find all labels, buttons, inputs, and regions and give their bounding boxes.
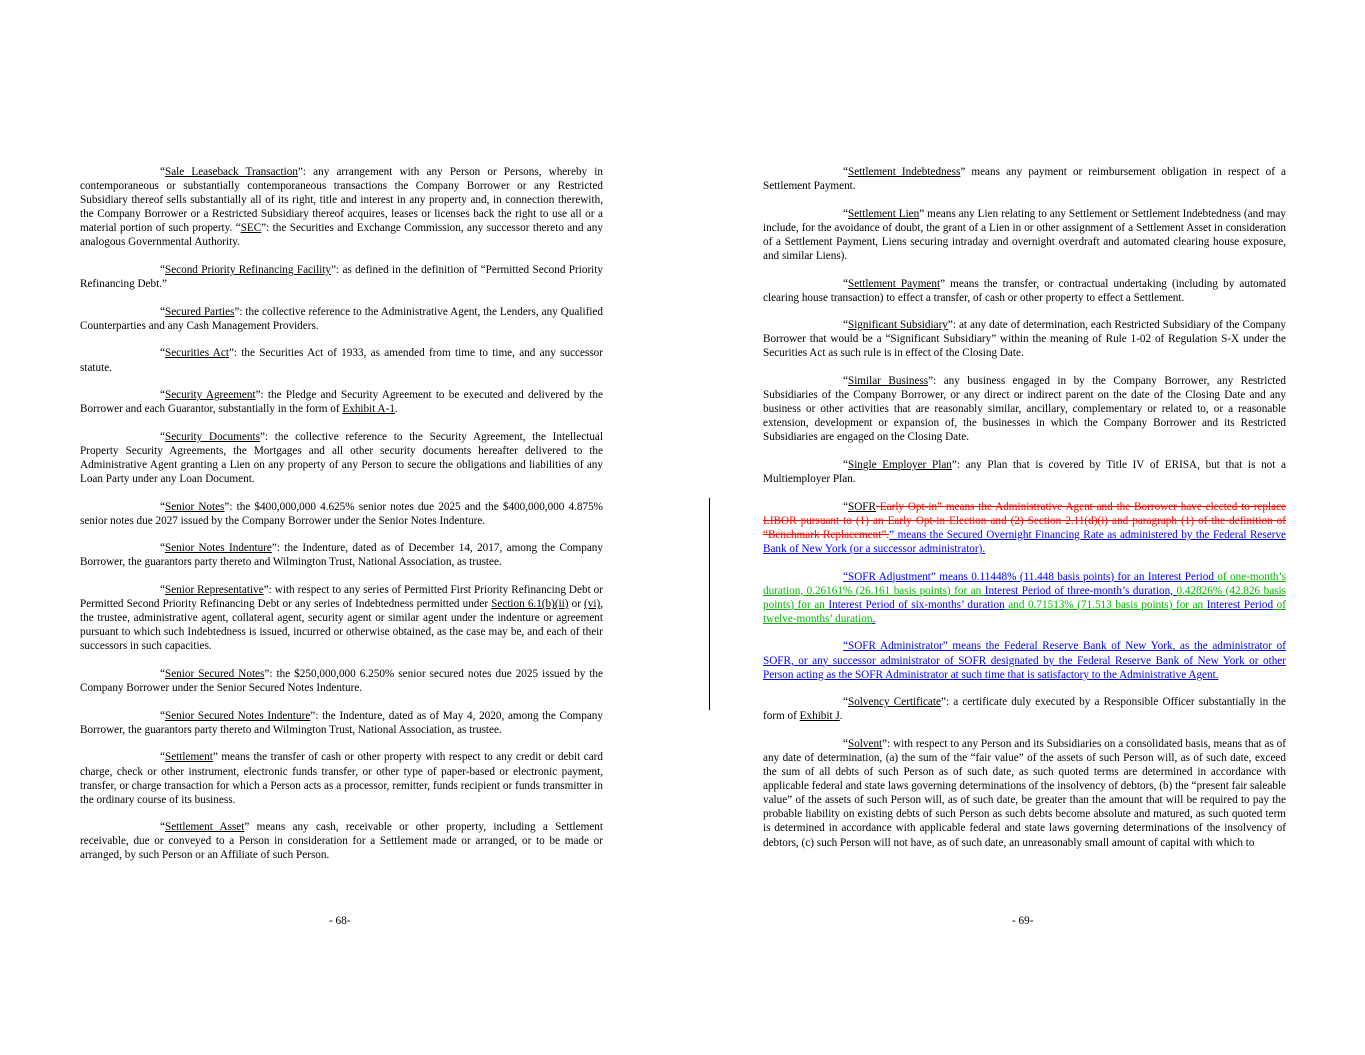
text-segment: “ [843,737,848,750]
definition-paragraph [763,639,1286,681]
definition-paragraph [763,318,1286,360]
text-segment: ” means any Lien relating to any Settlement or Settlement Indebtedness (and may include, for the avoidance of doubt, the grant of a Lien in or other assignment of a Settlement Asset in consideration of a Settlement Payment, Liens securing intraday and overnight overdraft and automated clearing house exposure, and similar Liens). [763,207,1286,262]
deleted-text: Early Opt-in” means the Administrative Agent and the Borrower have elected to replace LIBOR pursuant to (1) an Early Opt-in Election and (2) Section 2.11(d)(i) and paragraph (1) of the definition of “Benchmark Replacement”. [763,500,1286,541]
text-segment: “ [160,542,165,555]
left-page [80,165,603,876]
definition-paragraph [80,750,603,806]
moved-inserted-text: and 0.71513% (71.513 basis points) for an [1004,598,1207,611]
change-bar [709,498,710,710]
inserted-text: . [872,612,876,625]
definition-paragraph [80,820,603,862]
defined-term: Settlement Indebtedness [847,166,961,178]
inserted-text: “SOFR Adjustment” means 0.11448% (11.448 basis points) for an Interest Period [843,570,1218,583]
text-segment: “ [843,696,848,709]
moved-inserted-text: of one-month’s duration, 0.26161% (26.161 basis points) for an [763,570,1286,597]
text-segment: “ [160,709,165,722]
text-segment: “ [160,347,165,360]
text-segment: ”: the Securities and Exchange Commission, any successor thereto and any analogous Governmental Authority. [80,222,603,249]
text-segment: “ [843,375,848,388]
text-segment: ”: the Pledge and Security Agreement to be executed and delivered by the Borrower and each Guarantor, substantially in the form of [80,389,603,416]
text-segment: ”: with respect to any series of Permitted First Priority Refinancing Debt or Permitted Second Priority Refinancing Debt or any series of Indebtedness permitted under [80,584,604,611]
defined-term: Securities Act [164,347,229,360]
text-segment: ”: the $250,000,000 6.250% senior secured notes due 2025 issued by the Company Borrower under the Senior Secured Notes Indenture. [80,668,603,695]
defined-term: Exhibit J [799,710,840,723]
inserted-text: ” means the Secured Overnight Financing Rate as administered by the Federal Reserve Bank of New York (or a successor administrator). [763,528,1286,555]
text-segment: . [394,403,398,416]
definition-paragraph [80,541,603,569]
text-segment: ”: any business engaged in by the Company Borrower, any Restricted Subsidiaries of the Company Borrower, or any direct or indirect parent on the date of the Closing Date and any business or other activities that are reasonably similar, ancillary, complementary or related to, or a reasonable extension, development or expansion of, the businesses in which the Company Borrower and its Restricted Subsidiaries are engaged on the Closing Date. [763,375,1286,444]
text-segment: ” means the transfer, or contractual undertaking (including by automated clearing house transaction) to effect a transfer, of cash or other property to effect a Settlement. [763,277,1286,304]
definition-paragraph [763,500,1286,556]
text-segment: ” means any cash, receivable or other property, including a Settlement receivable, due or conveyed to a Person in consideration for a Settlement made or arranged, or to be made or arranged, by such Person or an Affiliate of such Person. [80,821,603,862]
text-segment: “ [160,305,165,318]
text-segment: “ [843,277,848,290]
inserted-text: “SOFR Administrator” means the Federal Reserve Bank of New York, as the administrator of SOFR, or any successor administrator of SOFR designated by the Federal Reserve Bank of New York or other Person acting as the SOFR Administrator at such time that is satisfactory to the Administrative Agent. [763,640,1286,681]
defined-term: Sale Leaseback Transaction [164,166,298,178]
defined-term: Exhibit A-1 [342,403,395,416]
text-segment: “ [160,166,165,178]
defined-term: Senior Secured Notes Indenture [164,709,311,722]
text-segment: ”: any arrangement with any Person or Persons, whereby in contemporaneous or substantially contemporaneous transactions the Company Borrower or any Restricted Subsidiary thereof sells substantially all of its right, title and interest in any property and, in connection therewith, the Company Borrower or a Restricted Subsidiary thereof acquires, leases or licenses back the right to use all or a material portion of such property. “ [80,166,603,235]
defined-term: Section 6.1(b)(ii) [491,598,569,611]
definition-paragraph [80,430,603,486]
defined-term: Senior Secured Notes [164,668,265,681]
defined-term: Single Employer Plan [847,459,952,471]
defined-term: Settlement Payment [847,277,941,290]
definition-paragraph [80,305,603,333]
definition-paragraph [80,263,603,291]
definition-paragraph [763,374,1286,444]
text-segment: ” means any payment or reimbursement obligation in respect of a Settlement Payment. [763,166,1286,193]
text-segment: ”: the collective reference to the Administrative Agent, the Lenders, any Qualified Counterparties and any Cash Management Providers. [80,305,603,332]
defined-term: Security Agreement [164,389,256,402]
defined-term: Senior Notes Indenture [164,542,272,555]
text-segment: ” means the transfer of cash or other property with respect to any credit or debit card charge, check or other instrument, electronic funds transfer, or other type of paper-based or electronic payment, transfer, or charge transaction for which a Person acts as a processor, remitter, funds recipient or funds transmitter in the ordinary course of its business. [80,751,603,806]
text-segment: ”: a certificate duly executed by a Responsible Officer substantially in the form of [763,696,1286,723]
moved-inserted-text: of twelve-months’ duration [763,598,1286,625]
text-segment: “ [843,207,848,220]
moved-inserted-text: 0.42826% (42.826 basis points) for an [763,584,1287,611]
defined-term: Senior Notes [164,500,225,513]
defined-term: Significant Subsidiary [847,319,948,332]
defined-term: Secured Parties [164,305,235,318]
definition-paragraph [80,667,603,695]
definition-paragraph [763,165,1286,193]
text-segment: ”: any Plan that is covered by Title IV of ERISA, but that is not a Multiemployer Plan. [763,459,1286,486]
definition-paragraph [763,570,1286,626]
text-segment: “ [160,821,165,834]
text-segment: ”: the Indenture, dated as of May 4, 2020, among the Company Borrower, the guarantors party thereto and Wilmington Trust, National Association, as trustee. [80,709,603,736]
text-segment: or [568,598,585,611]
text-segment: “ [160,584,165,597]
text-segment: “ [843,459,848,471]
definition-paragraph [763,277,1286,305]
text-segment: “ [160,668,165,681]
text-segment: “ [160,264,165,277]
defined-term: Settlement Asset [164,821,245,834]
text-segment: “ [843,500,848,513]
page-number-left: - 68- [329,915,351,927]
definition-paragraph [763,207,1286,263]
defined-term: Solvent [847,737,883,750]
inserted-text: Interest Period of three-month’s duration, [984,584,1177,597]
text-segment: ”: the collective reference to the Security Agreement, the Intellectual Property Security Agreements, the Mortgages and all other security documents hereafter delivered to the Administrative Agent granting a Lien on any property of any Person to secure the obligations and liabilities of any Loan Party under any Loan Document. [80,430,603,486]
defined-term: Second Priority Refinancing Facility [164,264,332,277]
defined-term: SOFR [847,500,876,513]
text-segment: “ [160,389,165,402]
defined-term: Similar Business [847,375,929,388]
text-segment: ”: the Indenture, dated as of December 14, 2017, among the Company Borrower, the guarantors party thereto and Wilmington Trust, National Association, as trustee. [80,542,603,569]
text-segment: , the trustee, administrative agent, collateral agent, security agent or similar agent under the indenture or agreement pursuant to which such Indebtedness is issued, incurred or otherwise obtained, as the case may be, and each of their successors in such capacities. [80,598,603,653]
inserted-text: Interest Period of six-months’ duration [828,598,1005,611]
text-segment: “ [160,751,165,764]
definition-paragraph [80,165,603,250]
definition-paragraph [80,709,603,737]
text-segment: ”: the Securities Act of 1933, as amended from time to time, and any successor statute. [80,347,603,374]
text-segment: ”: as defined in the definition of “Permitted Second Priority Refinancing Debt.” [80,264,603,291]
definition-paragraph [763,695,1286,723]
page-number-right: - 69- [1012,915,1034,927]
definition-paragraph [80,500,603,528]
definition-paragraph [763,737,1286,850]
text-segment: . [839,710,843,723]
definition-paragraph [80,388,603,416]
defined-term: Solvency Certificate [847,696,941,709]
text-segment: “ [160,430,165,443]
defined-term: SEC [240,222,262,235]
definition-paragraph [763,458,1286,486]
text-segment: ”: with respect to any Person and its Subsidiaries on a consolidated basis, means that as of any date of determination, (a) the sum of the “fair value” of the assets of such Person will, as of such date, exceed the sum of all debts of such Person as of such date, as such quoted terms are determined in accordance with applicable federal and state laws governing determinations of the insolvency of debtors, (b) the “present fair saleable value” of the assets of such Person will, as of such date, be greater than the amount that will be required to pay the probable liability on existing debts of such Person as such debts become absolute and matured, as such quoted term is determined in accordance with applicable federal and state laws governing determinations of the insolvency of debtors, (c) such Person will not have, as of such date, an unreasonably small amount of capital with which to [763,737,1286,849]
defined-term: Settlement [164,751,213,764]
text-segment: “ [160,500,165,513]
right-page [763,165,1286,863]
inserted-text: Interest Period [1206,598,1274,611]
text-segment: ”: at any date of determination, each Restricted Subsidiary of the Company Borrower that would be a “Significant Subsidiary” within the meaning of Rule 1-02 of Regulation S-X under the Securities Act as such rule is in effect of the Closing Date. [763,319,1286,360]
text-segment: “ [843,166,848,178]
text-segment: “ [843,319,848,332]
defined-term: Senior Representative [164,584,264,597]
defined-term: Settlement Lien [847,207,920,220]
defined-term: Security Documents [164,430,260,443]
definition-paragraph [80,346,603,374]
text-segment: ”: the $400,000,000 4.625% senior notes due 2025 and the $400,000,000 4.875% senior notes due 2027 issued by the Company Borrower under the Senior Notes Indenture. [80,500,604,527]
definition-paragraph [80,583,603,653]
defined-term: (vi) [584,598,601,611]
